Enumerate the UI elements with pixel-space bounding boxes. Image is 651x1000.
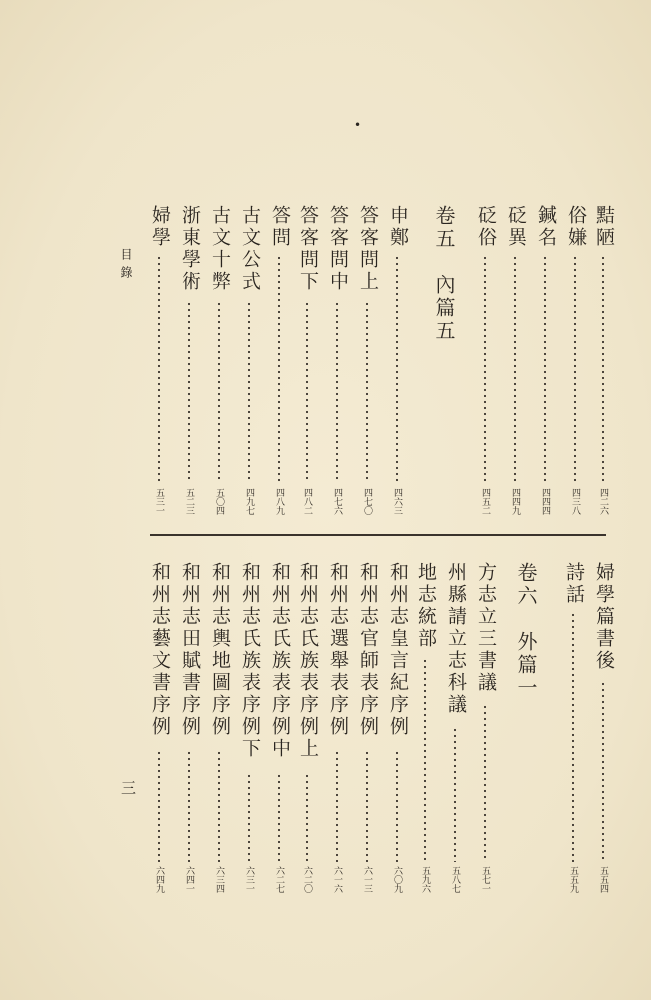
leader-dots	[158, 255, 160, 482]
section-divider	[150, 534, 606, 536]
leader-dots	[366, 301, 368, 482]
leader-dots	[278, 255, 280, 482]
leader-dots	[306, 301, 308, 482]
toc-entry-page-number: 六二七	[274, 866, 284, 893]
toc-entry-page-number: 五九六	[420, 866, 430, 893]
leader-dots	[544, 255, 546, 482]
page-number: 三	[119, 780, 137, 801]
toc-entry-title: 方志立三書議	[475, 562, 497, 694]
leader-dots	[278, 773, 280, 862]
toc-entry-title: 地志統部	[415, 562, 437, 650]
toc-entry-page-number: 六三四	[214, 866, 224, 893]
toc-entry-page-number: 四九七	[244, 488, 254, 515]
toc-entry-page-number: 六四九	[154, 866, 164, 893]
leader-dots	[396, 750, 398, 862]
running-head: 目錄	[119, 248, 133, 284]
toc-entry-title: 砭異	[505, 205, 527, 249]
toc-entry-page-number: 四二六	[598, 488, 608, 515]
toc-entry-page-number: 六一六	[332, 866, 342, 893]
toc-entry-page-number: 四七〇	[362, 488, 372, 515]
leader-dots	[158, 750, 160, 862]
toc-entry-title: 和州志皇言紀序例	[387, 562, 409, 738]
toc-entry-page-number: 四五二	[480, 488, 490, 515]
leader-dots	[454, 727, 456, 862]
leader-dots	[366, 750, 368, 862]
toc-entry-title: 砭俗	[475, 205, 497, 249]
toc-entry-page-number: 五三一	[154, 488, 164, 515]
toc-entry-page-number: 六三一	[244, 866, 254, 893]
toc-entry-title: 黠陋	[593, 205, 615, 249]
toc-entry-title: 和州志輿地圖序例	[209, 562, 231, 738]
toc-entry-page-number: 四八二	[302, 488, 312, 515]
volume-heading: 卷五 內篇五	[432, 205, 456, 343]
toc-entry-page-number: 六一三	[362, 866, 372, 893]
leader-dots	[396, 255, 398, 482]
toc-entry-page-number: 六二〇	[302, 866, 312, 893]
toc-entry-title: 和州志官師表序例	[357, 562, 379, 738]
toc-entry-title: 州縣請立志科議	[445, 562, 467, 716]
toc-entry-title: 古文十弊	[209, 205, 231, 293]
toc-entry-page-number: 六〇九	[392, 866, 402, 893]
leader-dots	[218, 750, 220, 862]
leader-dots	[574, 255, 576, 482]
toc-entry-page-number: 五八七	[450, 866, 460, 893]
leader-dots	[424, 658, 426, 862]
toc-entry-title: 浙東學術	[179, 205, 201, 293]
toc-entry-title: 和州志藝文書序例	[149, 562, 171, 738]
toc-entry-page-number: 四七六	[332, 488, 342, 515]
ink-speck: •	[354, 118, 362, 132]
toc-entry-title: 俗嫌	[565, 205, 587, 249]
toc-entry-title: 答客問中	[327, 205, 349, 293]
leader-dots	[218, 301, 220, 482]
toc-entry-title: 答客問下	[297, 205, 319, 293]
leader-dots	[188, 301, 190, 482]
toc-entry-page-number: 五七一	[480, 866, 490, 893]
leader-dots	[248, 773, 250, 862]
toc-entry-page-number: 四六三	[392, 488, 402, 515]
toc-entry-title: 申鄭	[387, 205, 409, 249]
toc-entry-title: 答問	[269, 205, 291, 249]
toc-entry-page-number: 五〇四	[214, 488, 224, 515]
toc-entry-title: 和州志氏族表序例下	[239, 562, 261, 760]
leader-dots	[188, 750, 190, 862]
toc-entry-title: 和州志氏族表序例中	[269, 562, 291, 760]
toc-entry-page-number: 四三八	[570, 488, 580, 515]
toc-entry-page-number: 五五九	[568, 866, 578, 893]
toc-entry-title: 婦學篇書後	[593, 562, 615, 672]
leader-dots	[602, 255, 604, 482]
leader-dots	[514, 255, 516, 482]
toc-entry-title: 和州志氏族表序例上	[297, 562, 319, 760]
toc-entry-title: 答客問上	[357, 205, 379, 293]
toc-entry-title: 古文公式	[239, 205, 261, 293]
toc-entry-title: 鍼名	[535, 205, 557, 249]
leader-dots	[484, 704, 486, 862]
leader-dots	[336, 750, 338, 862]
leader-dots	[484, 255, 486, 482]
toc-entry-page-number: 四八九	[274, 488, 284, 515]
leader-dots	[248, 301, 250, 482]
toc-entry-page-number: 六四一	[184, 866, 194, 893]
leader-dots	[306, 773, 308, 862]
toc-entry-title: 和州志選舉表序例	[327, 562, 349, 738]
volume-heading: 卷六 外篇一	[514, 562, 538, 700]
toc-entry-page-number: 四四四	[540, 488, 550, 515]
toc-entry-page-number: 四四九	[510, 488, 520, 515]
toc-entry-page-number: 五五四	[598, 866, 608, 893]
leader-dots	[602, 681, 604, 862]
toc-entry-title: 婦學	[149, 205, 171, 249]
toc-entry-page-number: 五二三	[184, 488, 194, 515]
toc-entry-title: 詩話	[563, 562, 585, 606]
leader-dots	[336, 301, 338, 482]
leader-dots	[572, 612, 574, 862]
toc-entry-title: 和州志田賦書序例	[179, 562, 201, 738]
